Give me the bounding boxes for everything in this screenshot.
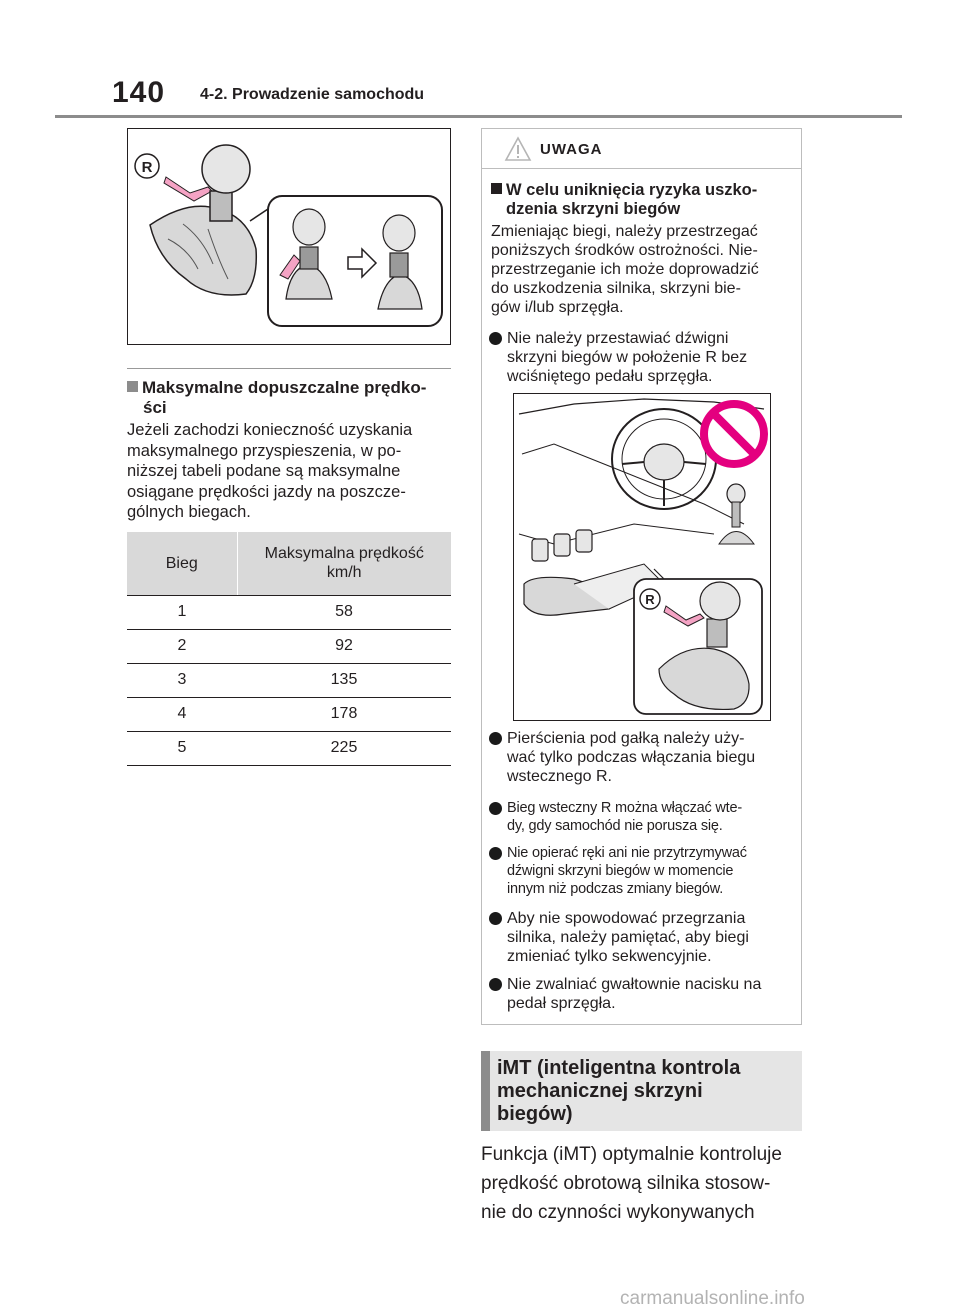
reverse-marker-label: R xyxy=(141,159,153,176)
speed-column-header: Maksymalna prędkość km/h xyxy=(237,532,451,595)
cabin-drawing xyxy=(514,394,769,719)
speed-section-body: Jeżeli zachodzi konieczność uzyskania maksymalnego przyspieszenia, w po- niższej tabeli podane są maksymalne osiągane prędkości jazdy na poszcze- gólnych biegach. xyxy=(127,421,413,521)
gear-column-header: Bieg xyxy=(127,532,237,595)
imt-body-text: Funkcja (iMT) optymalnie kontroluje prędkość obrotową silnika stosow- nie do czynności wykonywanych xyxy=(481,1144,782,1223)
warning-intro: Zmieniając biegi, należy przestrzegać poniższych środków ostrożności. Nie- przestrzeganie ich może doprowadzić do uszkodzenia silnika, skrzyni bie- gów i/lub sprzęgła. xyxy=(491,223,759,316)
bullet-dot-icon xyxy=(489,332,502,345)
warning-bullet-1: Nie należy przestawiać dźwigni skrzyni biegów w położenie R bez wciśniętego pedału sprzęgła. xyxy=(489,329,797,386)
page-number: 140 xyxy=(112,76,166,109)
table-row: 1 58 xyxy=(127,595,451,629)
square-bullet-icon xyxy=(127,381,138,392)
cabin-prohibition-illustration xyxy=(513,393,771,721)
table-row: 4 178 xyxy=(127,697,451,731)
warning-bullet-5: Aby nie spowodować przegrzania silnika, należy pamiętać, aby biegi zmieniać tylko sekwencyjnie. xyxy=(489,909,797,966)
bullet-dot-icon xyxy=(489,912,502,925)
watermark: carmanualsonline.info xyxy=(620,1288,805,1309)
table-row: 3 135 xyxy=(127,663,451,697)
table-header-row xyxy=(127,532,451,595)
bullet-dot-icon xyxy=(489,802,502,815)
warning-bullet-6: Nie zwalniać gwałtownie nacisku na pedał sprzęgła. xyxy=(489,975,797,1013)
speed-section-heading: Maksymalne dopuszczalne prędko- ści xyxy=(127,378,451,418)
bullet-dot-icon xyxy=(489,978,502,991)
warning-header xyxy=(482,129,801,169)
gear-knob-illustration xyxy=(127,128,451,345)
table-row: 5 225 xyxy=(127,731,451,765)
header-rule xyxy=(55,115,902,118)
warning-bullet-3: Bieg wsteczny R można włączać wte- dy, gdy samochód nie porusza się. xyxy=(489,799,797,835)
bullet-dot-icon xyxy=(489,847,502,860)
table-row: 2 92 xyxy=(127,629,451,663)
page-header xyxy=(112,76,902,116)
imt-section-heading xyxy=(481,1051,802,1131)
warning-box xyxy=(481,128,802,1025)
gear-knob-drawing xyxy=(128,129,449,343)
warning-title: UWAGA xyxy=(540,141,603,158)
warning-triangle-icon xyxy=(504,136,532,162)
warning-bullet-2: Pierścienia pod gałką należy uży- wać tylko podczas włączania biegu wstecznego R. xyxy=(489,729,797,786)
imt-title: iMT (inteligentna kontrola mechanicznej skrzyni biegów) xyxy=(497,1057,741,1125)
reverse-marker-label: R xyxy=(645,592,655,607)
square-bullet-icon xyxy=(491,183,502,194)
bullet-dot-icon xyxy=(489,732,502,745)
chapter-title: 4-2. Prowadzenie samochodu xyxy=(200,86,425,103)
warning-subheading: W celu uniknięcia ryzyka uszko- dzenia skrzyni biegów xyxy=(491,181,796,219)
section-divider xyxy=(127,368,451,369)
warning-bullet-4: Nie opierać ręki ani nie przytrzymywać dźwigni skrzyni biegów w momencie innym niż podczas zmiany biegów. xyxy=(489,844,797,898)
heading-accent-bar xyxy=(481,1051,490,1131)
max-speed-table xyxy=(127,532,451,766)
